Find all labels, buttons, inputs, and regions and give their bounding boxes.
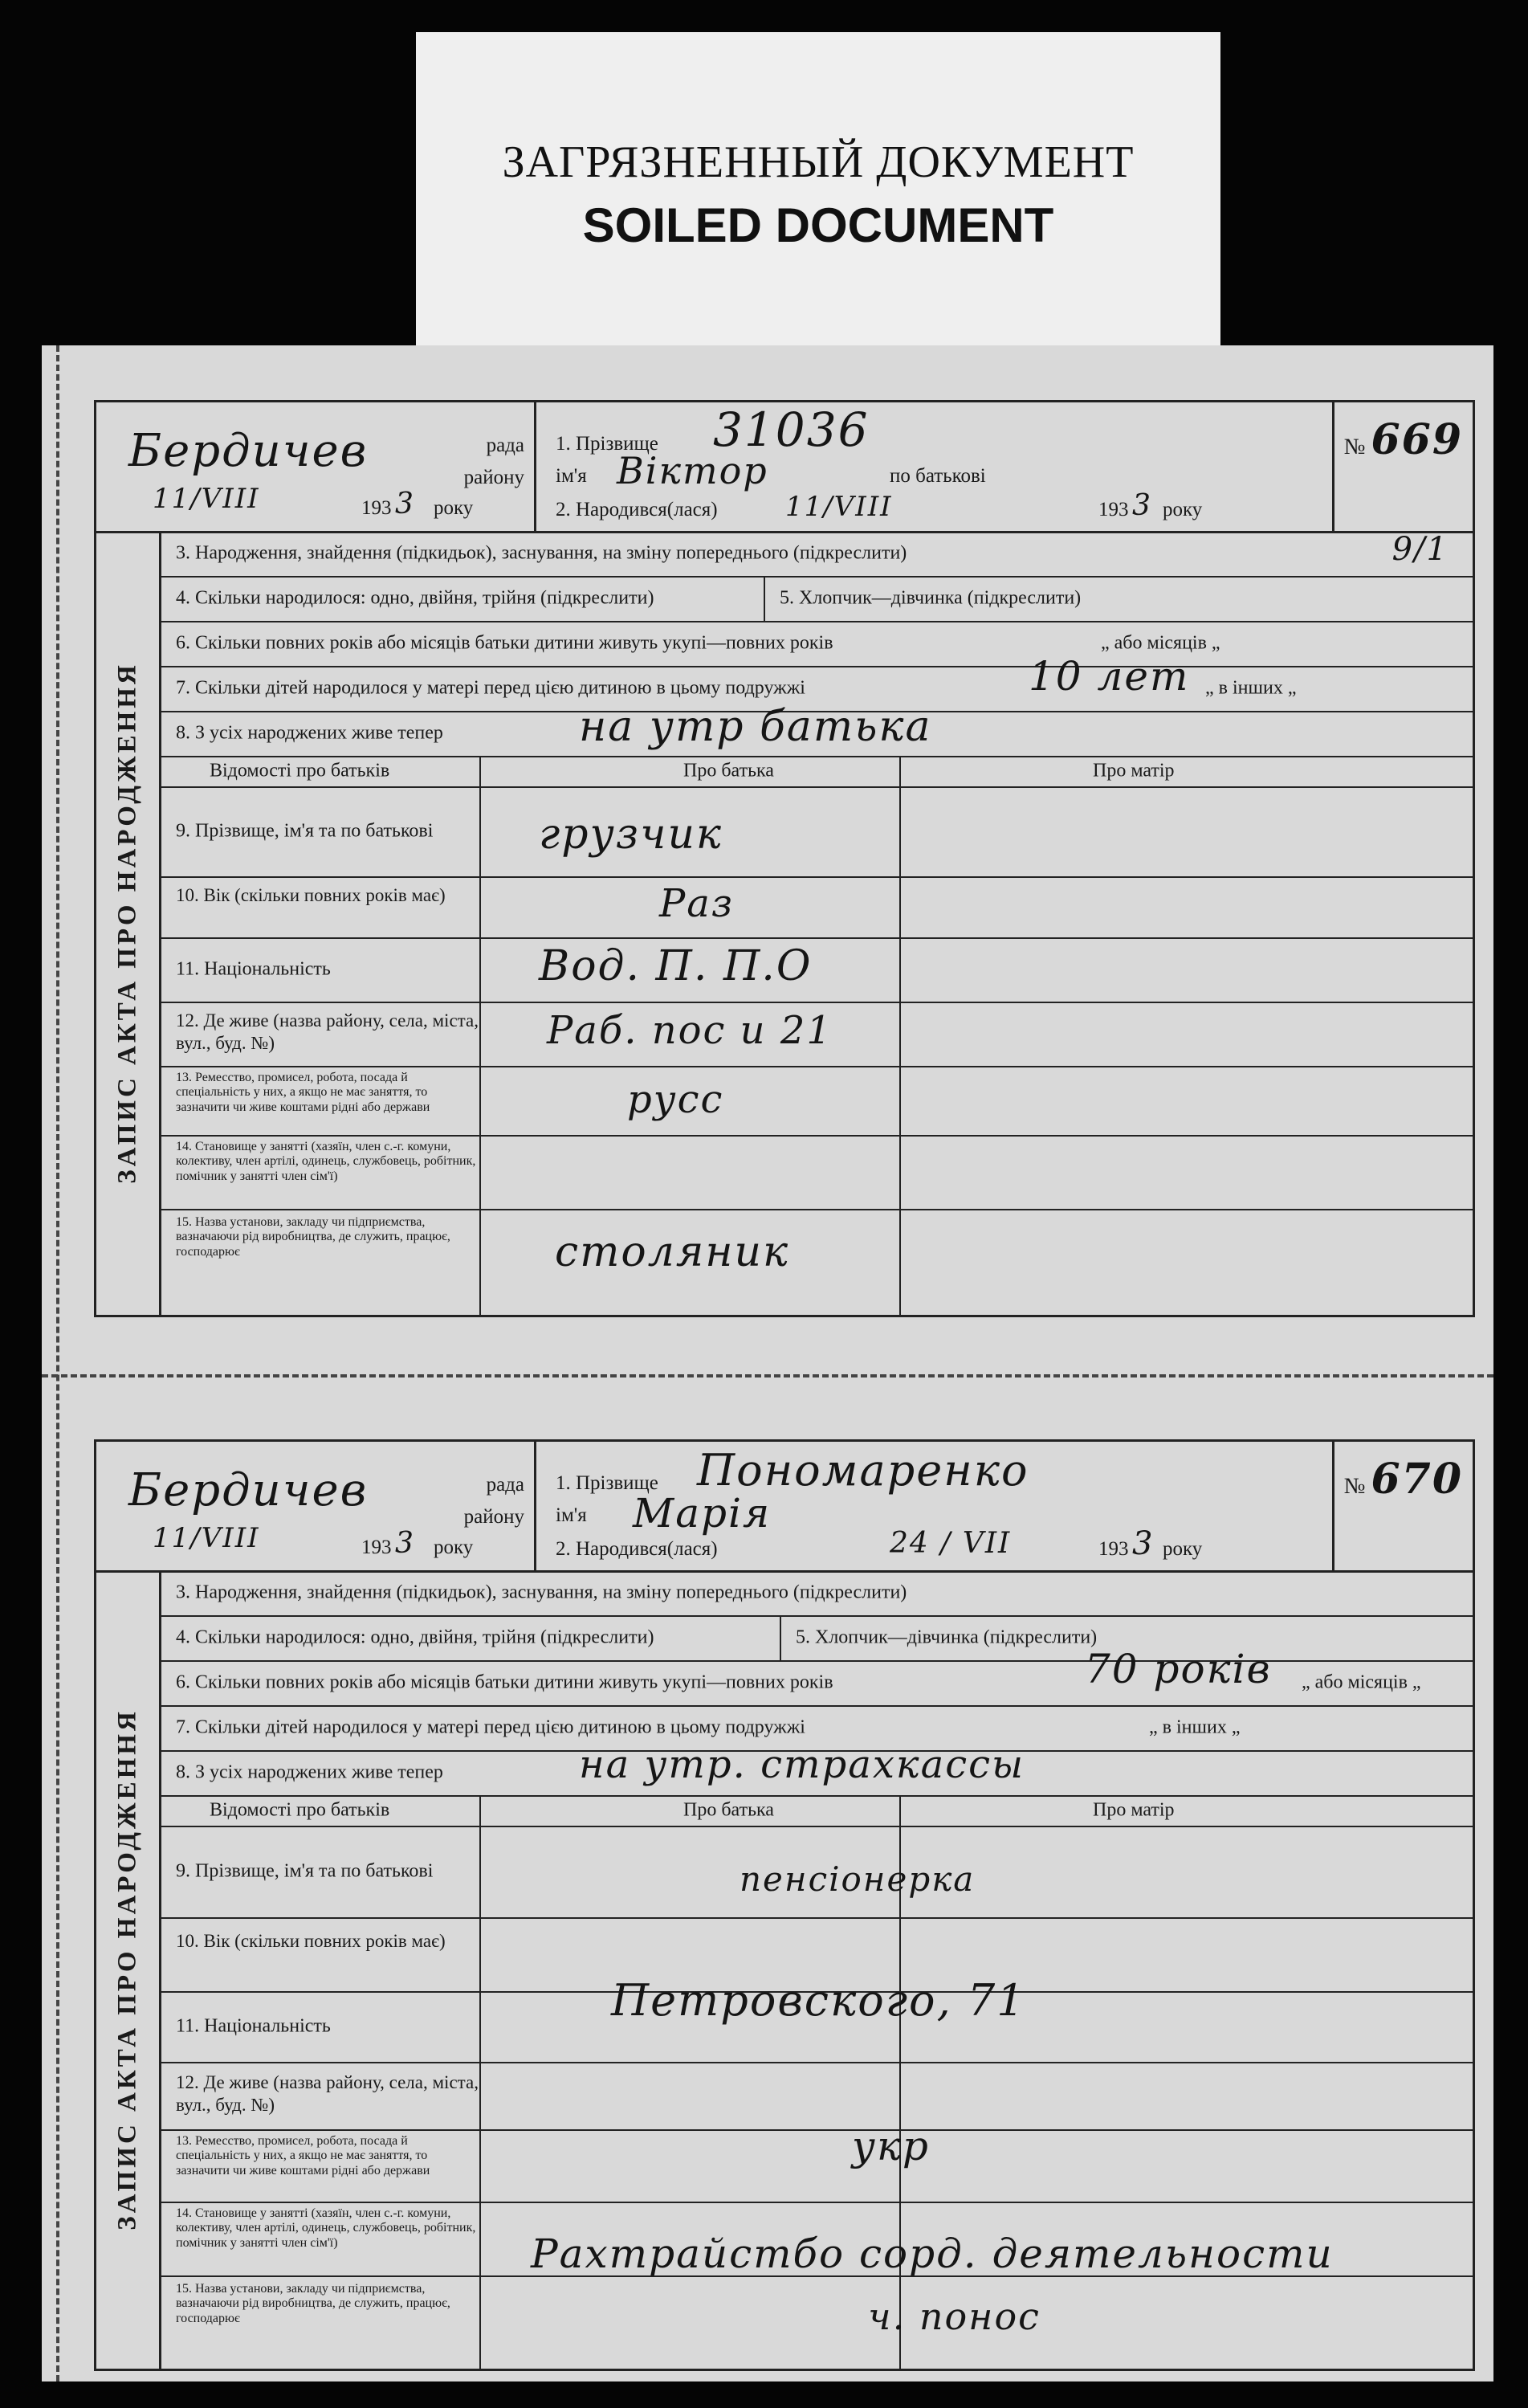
rada-label: рада [486,435,524,456]
q8-label: 8. З усіх народжених живе тепер [176,722,443,744]
surname-label: 1. Прізвище [556,1472,658,1494]
q3-label: 3. Народження, знайдення (підкидьок), заснування, на зміну попереднього (підкреслити) [176,1582,907,1603]
born-label: 2. Народився(лася) [556,499,718,520]
r15-label: 15. Назва установи, закладу чи підприємства, вазначаючи рід виробництва, де служить, працює, господарює [176,2282,450,2325]
rada-handwritten: Бердичев [128,425,369,477]
row-r11 [161,937,1473,1003]
q4-label: 4. Скільки народилося: одно, двійня, трійня (підкреслити) [176,587,654,609]
perforation-line [56,345,59,2381]
name-label: ім'я [556,465,587,487]
r13-label: 13. Ремесство, промисел, робота, посада й спеціальність у них, а якщо не має заняття, то зазначити чи живе коштами рідні або держави [176,1071,430,1114]
born-handwritten: 11/VIII [785,491,893,523]
row-r10 [161,876,1473,939]
r15-handwritten: столяник [555,1228,790,1276]
row-r14 [161,1135,1473,1210]
row-q6 [161,621,1473,667]
surname-label: 1. Прізвище [556,433,658,455]
col-father-header: Про батька [683,1799,774,1821]
patronymic-label: по батькові [890,465,986,487]
r13-handwritten: укр [852,2123,930,2169]
q5-label: 5. Хлопчик—дівчинка (підкреслити) [780,587,1082,609]
r11-handwritten: Петровского, 71 [611,1975,1026,2026]
record-number [1344,415,1463,464]
header-middle [536,1442,1291,1570]
side-title-column [96,1570,161,2369]
r14-label: 14. Становище у занятті (хазяїн, член с.-г. комуни, колективу, член артілі, одинець, службовець, робітник, помічник у занятті член сім'ї) [176,1140,476,1183]
born-label: 2. Народився(лася) [556,1538,718,1560]
r9-handwritten: грузчик [539,810,723,859]
col-info-header: Відомості про батьків [210,760,390,782]
number-sign: № [1343,1474,1366,1499]
born-year-prefix: 193 [1098,499,1129,520]
born-year-prefix: 193 [1098,1538,1129,1560]
r11-label: 11. Національність [176,2015,331,2037]
header-left [96,1442,536,1570]
row-q8 [161,1742,1473,1797]
header-right [1332,1442,1473,1570]
row-r12 [161,2062,1473,2131]
side-title: ЗАПИС АКТА ПРО НАРОДЖЕННЯ [112,1708,142,2230]
row-r14 [161,2202,1473,2277]
q6-label: 6. Скільки повних років або місяців батьки дитини живуть укупі—повних років [176,1671,833,1693]
row-q3 [161,531,1473,578]
born-handwritten: 24 / VII [890,1527,1012,1560]
rayonu-label: району [463,467,524,488]
rayonu-label: району [463,1506,524,1528]
birth-record-1 [94,400,1475,1317]
rada-label: рада [486,1474,524,1496]
q6-handwritten: 70 років [1085,1646,1272,1692]
q6-label: 6. Скільки повних років або місяців батьки дитини живуть укупі—повних років [176,632,833,654]
roku-label: року [434,1537,474,1558]
roku-label: року [434,497,474,519]
q7-label: 7. Скільки дітей народилося у матері перед цією дитиною в цьому подружжі [176,677,805,699]
r12-label: 12. Де живе (назва району, села, міста, вул., буд. №) [176,2072,479,2115]
q4-divider [780,1615,781,1660]
q8-label: 8. З усіх народжених живе тепер [176,1761,443,1783]
r15-label: 15. Назва установи, закладу чи підприємства, вазначаючи рід виробництва, де служить, працює, господарює [176,1215,450,1259]
born-year-digit: 3 [1132,1525,1155,1562]
r12-label: 12. Де живе (назва району, села, міста, вул., буд. №) [176,1010,479,1053]
tear-line [42,1374,1493,1377]
r9-label: 9. Прізвище, ім'я та по батькові [176,1860,434,1882]
name-label: ім'я [556,1504,587,1526]
header-right [1332,402,1473,531]
col-father-header: Про батька [683,760,774,782]
born-roku-label: року [1163,1538,1203,1560]
row-r9 [161,1826,1473,1919]
document-sheet [42,345,1493,2381]
q6-tail: „ або місяців „ [1101,632,1220,654]
row-r15 [161,2275,1473,2369]
date-handwritten: 11/VIII [153,483,260,515]
r10-label: 10. Вік (скільки повних років має) [176,885,446,905]
name-handwritten: Марія [633,1490,772,1537]
row-r13 [161,1066,1473,1137]
header-middle [536,402,1291,531]
col-mother-header: Про матір [1093,1799,1175,1821]
parents-table-header [161,756,1473,788]
q8-handwritten: на утр батька [579,703,932,751]
row-q4 [161,576,1473,622]
year-digit: 3 [395,488,415,520]
r9-handwritten: пенсіонерка [740,1859,976,1899]
r9-label: 9. Прізвище, ім'я та по батькові [176,820,434,842]
q6-tail: „ або місяців „ [1302,1671,1421,1693]
r12-handwritten: Раб. пос и 21 [547,1008,833,1053]
q7-tail: „ в інших „ [1149,1716,1241,1738]
r13-handwritten: русс [627,1077,724,1122]
row-r12 [161,1002,1473,1067]
q7-label: 7. Скільки дітей народилося у матері перед цією дитиною в цьому подружжі [176,1716,805,1738]
rada-handwritten: Бердичев [128,1464,369,1516]
side-title-column [96,531,161,1315]
q8-handwritten: на утр. страхкассы [579,1742,1025,1787]
r10-handwritten: Раз [659,881,735,926]
margin-mark: 9/1 [1391,531,1449,568]
name-handwritten: Віктор [617,449,768,492]
r14-handwritten: Рахтрайстбо сорд. деятельности [531,2230,1334,2277]
record-header [96,402,1473,533]
q7-tail: „ в інших „ [1205,677,1297,699]
r10-label: 10. Вік (скільки повних років має) [176,1931,446,1951]
q4-label: 4. Скільки народилося: одно, двійня, трійня (підкреслити) [176,1626,654,1648]
col-mother-header: Про матір [1093,760,1175,782]
record-header [96,1442,1473,1573]
row-q6 [161,1646,1473,1707]
row-r15 [161,1209,1473,1315]
surname-handwritten: 31036 [713,402,870,457]
side-title: ЗАПИС АКТА ПРО НАРОДЖЕННЯ [112,662,142,1184]
parents-table-header [161,1795,1473,1827]
number-handwritten: 670 [1371,1455,1463,1504]
notice-russian: ЗАГРЯЗНЕННЫЙ ДОКУМЕНТ [502,137,1135,187]
r15-handwritten: ч. понос [868,2295,1041,2338]
year-prefix: 193 [361,1537,392,1558]
row-q4 [161,1615,1473,1662]
q7-handwritten: 10 лет [1029,653,1190,700]
number-sign: № [1343,435,1366,459]
r11-label: 11. Національність [176,958,331,980]
row-r11 [161,1975,1473,2063]
r11-handwritten: Вод. П. П.О [539,942,813,990]
row-q8 [161,703,1473,757]
q3-label: 3. Народження, знайдення (підкидьок), заснування, на зміну попереднього (підкреслити) [176,542,907,564]
date-handwritten: 11/VIII [153,1522,260,1554]
record-number [1344,1455,1463,1504]
year-prefix: 193 [361,497,392,519]
born-roku-label: року [1163,499,1203,520]
number-handwritten: 669 [1371,415,1463,464]
row-r9 [161,786,1473,878]
q5-label: 5. Хлопчик—дівчинка (підкреслити) [796,1626,1098,1648]
born-year-digit: 3 [1132,489,1152,522]
r13-label: 13. Ремесство, промисел, робота, посада й спеціальність у них, а якщо не має заняття, то зазначити чи живе коштами рідні або держави [176,2134,430,2177]
col-info-header: Відомості про батьків [210,1799,390,1821]
q4-divider [764,576,765,621]
birth-record-2 [94,1439,1475,2371]
notice-english: SOILED DOCUMENT [582,198,1054,252]
surname-handwritten: Пономаренко [697,1445,1029,1496]
r14-label: 14. Становище у занятті (хазяїн, член с.-г. комуни, колективу, член артілі, одинець, службовець, робітник, помічник у занятті член сім'ї) [176,2206,476,2250]
row-q3 [161,1570,1473,1617]
header-left [96,402,536,531]
year-digit: 3 [395,1527,415,1560]
row-r13 [161,2123,1473,2203]
soiled-document-notice [416,32,1220,347]
